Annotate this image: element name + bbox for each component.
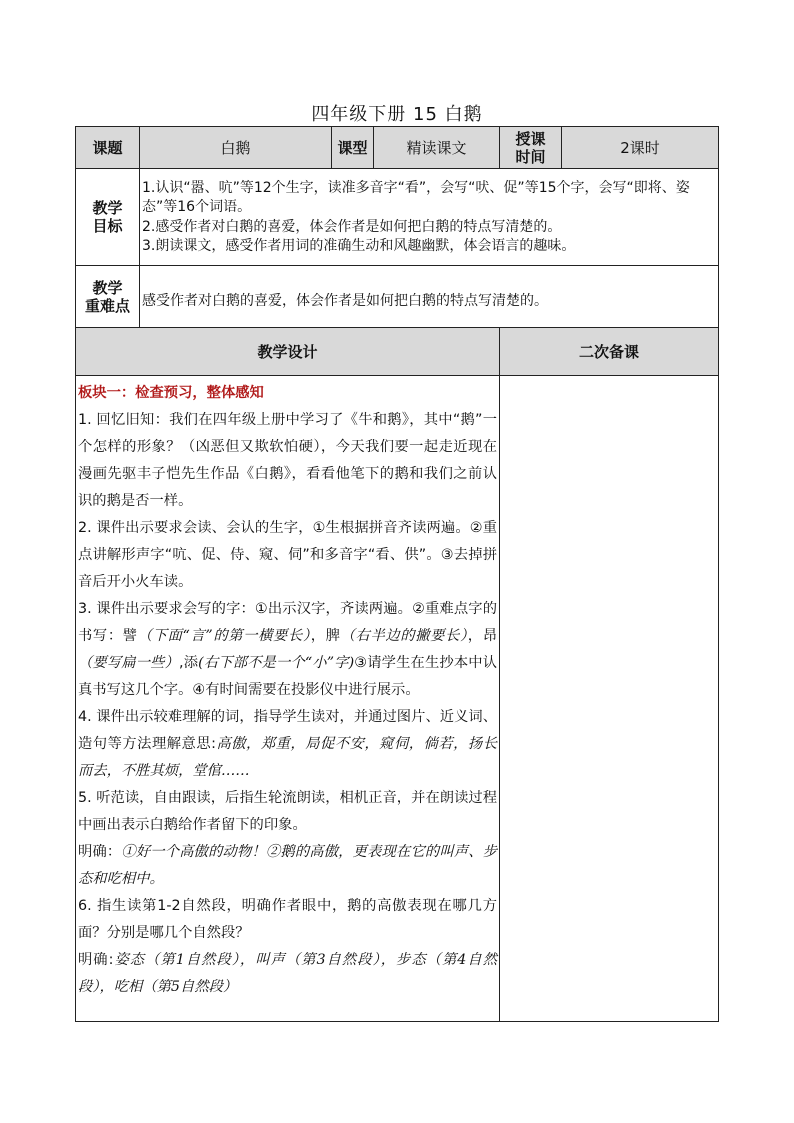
goals-label: 教学 目标 — [76, 169, 140, 266]
type-label: 课型 — [332, 127, 374, 169]
hours-value: 2课时 — [562, 127, 719, 169]
design-body-row — [76, 376, 719, 1022]
design-paragraph: 2. 课件出示要求会读、会认的生字，①生根据拼音齐读两遍。②重点讲解形声字“吭、促、侍、窥、伺”和多音字“看、供”。③去掉拼音后开小火车读。 — [78, 520, 497, 590]
second-prep-content — [500, 376, 719, 1022]
document-title: 四年级下册 15 白鹅 — [311, 104, 483, 125]
header-row — [76, 127, 719, 169]
type-value: 精读课文 — [374, 127, 500, 169]
design-paragraph: 1. 回忆旧知：我们在四年级上册中学习了《牛和鹅》，其中“鹅”一个怎样的形象？（凶恶但又欺软怕硬），今天我们要一起走近现在漫画先驱丰子恺先生作品《白鹅》，看看他笔下的鹅和我们之前认识的鹅是否一样。 — [78, 412, 497, 509]
design-paragraph: 6. 指生读第1-2自然段，明确作者眼中，鹅的高傲表现在哪几方面？分别是哪几个自然段？ — [78, 898, 497, 941]
goal-item: 1.认识“嚣、吭”等12个生字，读准多音字“看”，会写“吠、促”等15个字，会写“即将、姿态”等16个词语。 — [142, 179, 690, 215]
design-paragraph: 5. 听范读，自由跟读，后指生轮流朗读，相机正音，并在朗读过程中画出表示白鹅给作者留下的印象。 — [78, 790, 497, 833]
key-points-row — [76, 266, 719, 328]
design-column-header: 教学设计 — [76, 328, 500, 376]
design-paragraph: 明确：①好一个高傲的动物！②鹅的高傲，更表现在它的叫声、步态和吃相中。 — [78, 844, 498, 887]
goal-item: 2.感受作者对白鹅的喜爱，体会作者是如何把白鹅的特点写清楚的。 — [142, 218, 562, 235]
section-heading: 板块一：检查预习，整体感知 — [78, 385, 264, 401]
design-content — [76, 376, 500, 1022]
design-paragraph: 4. 课件出示较难理解的词，指导学生读对，并通过图片、近义词、造句等方法理解意思:高傲，郑重，局促不安，窥伺，倘若，扬长而去，不胜其烦，堂倌…… — [78, 709, 497, 779]
second-prep-column-header: 二次备课 — [500, 328, 719, 376]
design-paragraph: 明确:姿态（第1自然段），叫声（第3自然段），步态（第4自然段），吃相（第5自然段） — [78, 952, 497, 995]
goal-item: 3.朗读课文，感受作者用词的准确生动和风趣幽默，体会语言的趣味。 — [142, 238, 576, 254]
goals-row — [76, 169, 719, 266]
goals-list — [140, 169, 719, 266]
topic-label: 课题 — [76, 127, 140, 169]
key-points-text: 感受作者对白鹅的喜爱，体会作者是如何把白鹅的特点写清楚的。 — [140, 266, 719, 328]
design-paragraph: 3. 课件出示要求会写的字：①出示汉字，齐读两遍。②重难点字的书写：譬（下面“言”的第一横要长），脾（右半边的撇要长），昂（要写扁一些）,添(右下部不是一个“小”字)③请学生在生抄本中认真书写这几个字。④有时间需要在投影仪中进行展示。 — [78, 601, 498, 698]
key-points-label: 教学 重难点 — [76, 266, 140, 328]
lesson-plan-table — [75, 126, 719, 1022]
topic-value: 白鹅 — [140, 127, 332, 169]
hours-label: 授课 时间 — [500, 127, 562, 169]
design-header-row — [76, 328, 719, 376]
